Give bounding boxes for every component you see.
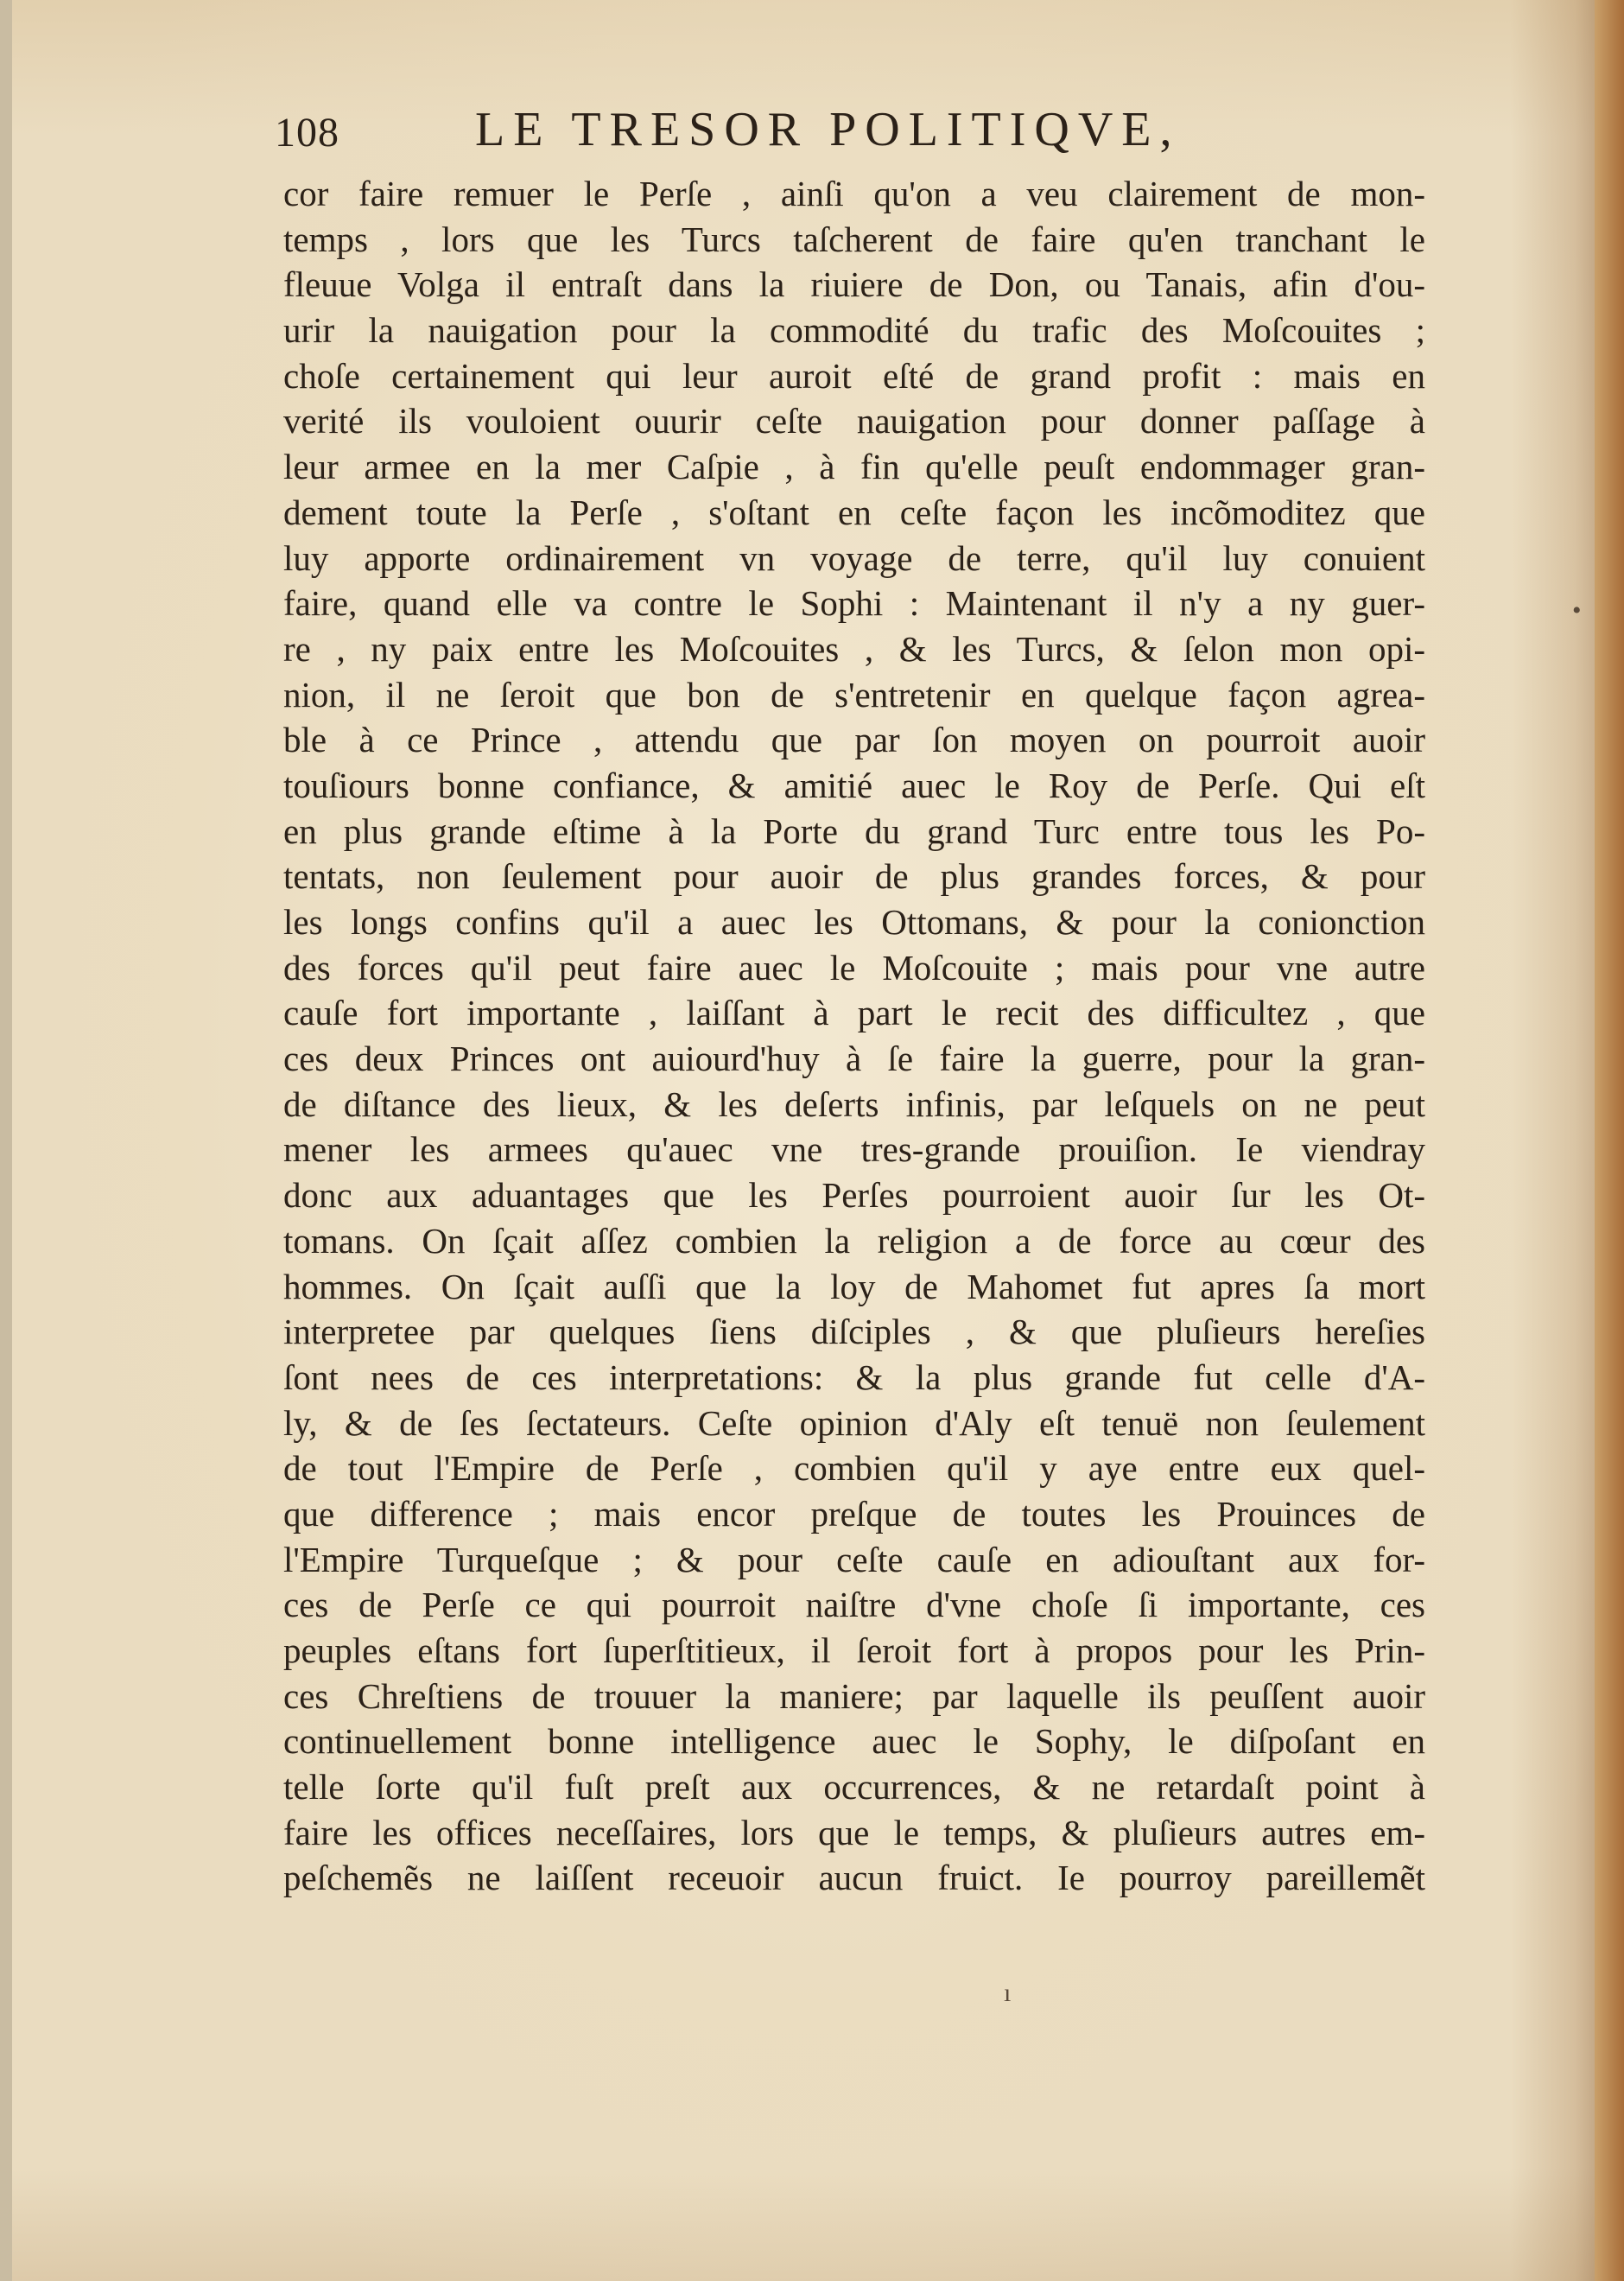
text-line-35: continuellement bonne intelligence auec le Sophy, le diſpoſant en	[283, 1721, 1425, 1762]
text-line-11: re , ny paix entre les Moſcouites , & les Turcs, & ſelon mon opi-	[283, 628, 1425, 669]
text-line-18: des forces qu'il peut faire auec le Moſcouite ; mais pour vne autre	[283, 947, 1425, 988]
text-line-10: faire, quand elle va contre le Sophi : Maintenant il n'y a ny guer-	[283, 583, 1425, 624]
text-line-4: urir la nauigation pour la commodité du trafic des Moſcouites ;	[283, 310, 1425, 351]
text-line-15: en plus grande eſtime à la Porte du grand Turc entre tous les Po-	[283, 810, 1425, 851]
text-line-9: luy apporte ordinairement vn voyage de terre, qu'il luy conuient	[283, 537, 1425, 578]
text-line-14: touſiours bonne confiance, & amitié auec le Roy de Perſe. Qui eſt	[283, 765, 1425, 805]
text-line-17: les longs confins qu'il a auec les Ottomans, & pour la conionction	[283, 902, 1425, 942]
running-title: LE TRESOR POLITIQVE,	[475, 103, 1181, 156]
text-line-20: ces deux Princes ont auiourd'huy à ſe faire la guerre, pour la gran-	[283, 1039, 1425, 1079]
text-line-37: faire les offices neceſſaires, lors que le temps, & pluſieurs autres em-	[283, 1812, 1425, 1852]
text-line-7: leur armee en la mer Caſpie , à fin qu'elle peuſt endommager gran-	[283, 447, 1425, 487]
body-text	[283, 171, 1425, 1901]
ink-speck: ı	[1004, 1979, 1012, 2007]
ink-speck: •	[1572, 596, 1582, 625]
text-line-34: ces Chreſtiens de trouuer la maniere; par laquelle ils peuſſent auoir	[283, 1675, 1425, 1716]
text-line-6: verité ils vouloient ouurir ceſte nauigation pour donner paſſage à	[283, 401, 1425, 442]
text-line-16: tentats, non ſeulement pour auoir de plus grandes forces, & pour	[283, 856, 1425, 897]
text-line-38: peſchemẽs ne laiſſent receuoir aucun fruict. Ie pourroy pareillemẽt	[283, 1858, 1425, 1898]
text-line-26: interpretee par quelques ſiens diſciples , & que pluſieurs hereſies	[283, 1312, 1425, 1352]
text-line-22: mener les armees qu'auec vne tres-grande prouiſion. Ie viendray	[283, 1129, 1425, 1170]
text-line-28: ly, & de ſes ſectateurs. Ceſte opinion d'Aly eſt tenuë non ſeulement	[283, 1402, 1425, 1443]
page-header	[275, 102, 1398, 180]
text-line-12: nion, il ne ſeroit que bon de s'entretenir en quelque façon agrea-	[283, 674, 1425, 715]
text-line-13: ble à ce Prince , attendu que par ſon moyen on pourroit auoir	[283, 720, 1425, 760]
text-line-29: de tout l'Empire de Perſe , combien qu'il y aye entre eux quel-	[283, 1448, 1425, 1489]
text-line-5: choſe certainement qui leur auroit eſté de grand profit : mais en	[283, 355, 1425, 396]
text-line-23: donc aux aduantages que les Perſes pourroient auoir ſur les Ot-	[283, 1175, 1425, 1216]
page-number: 108	[275, 110, 339, 156]
text-line-25: hommes. On ſçait auſſi que la loy de Mahomet fut apres ſa mort	[283, 1266, 1425, 1306]
text-line-33: peuples eſtans fort ſuperſtitieux, il ſeroit fort à propos pour les Prin-	[283, 1630, 1425, 1670]
text-line-21: de diſtance des lieux, & les deſerts infinis, par leſquels on ne peut	[283, 1083, 1425, 1124]
text-line-24: tomans. On ſçait aſſez combien la religion a de force au cœur des	[283, 1220, 1425, 1261]
page-left-edge	[0, 0, 12, 2281]
text-line-2: temps , lors que les Turcs taſcherent de faire qu'en tranchant le	[283, 219, 1425, 259]
text-line-3: fleuue Volga il entraſt dans la riuiere de Don, ou Tanais, afin d'ou-	[283, 264, 1425, 305]
text-line-27: ſont nees de ces interpretations: & la plus grande fut celle d'A-	[283, 1357, 1425, 1397]
text-line-32: ces de Perſe ce qui pourroit naiſtre d'vne choſe ſi importante, ces	[283, 1585, 1425, 1625]
text-line-36: telle ſorte qu'il fuſt preſt aux occurrences, & ne retardaſt point à	[283, 1767, 1425, 1808]
text-line-1: cor faire remuer le Perſe , ainſi qu'on a veu clairement de mon-	[283, 174, 1425, 213]
text-line-31: l'Empire Turqueſque ; & pour ceſte cauſe en adiouſtant aux for-	[283, 1539, 1425, 1579]
text-line-30: que difference ; mais encor preſque de toutes les Prouinces de	[283, 1493, 1425, 1534]
text-line-19: cauſe fort importante , laiſſant à part le recit des difficultez , que	[283, 993, 1425, 1033]
page-right-edge-binding	[1595, 0, 1624, 2281]
text-line-8: dement toute la Perſe , s'oſtant en ceſte façon les incõmoditez que	[283, 492, 1425, 532]
